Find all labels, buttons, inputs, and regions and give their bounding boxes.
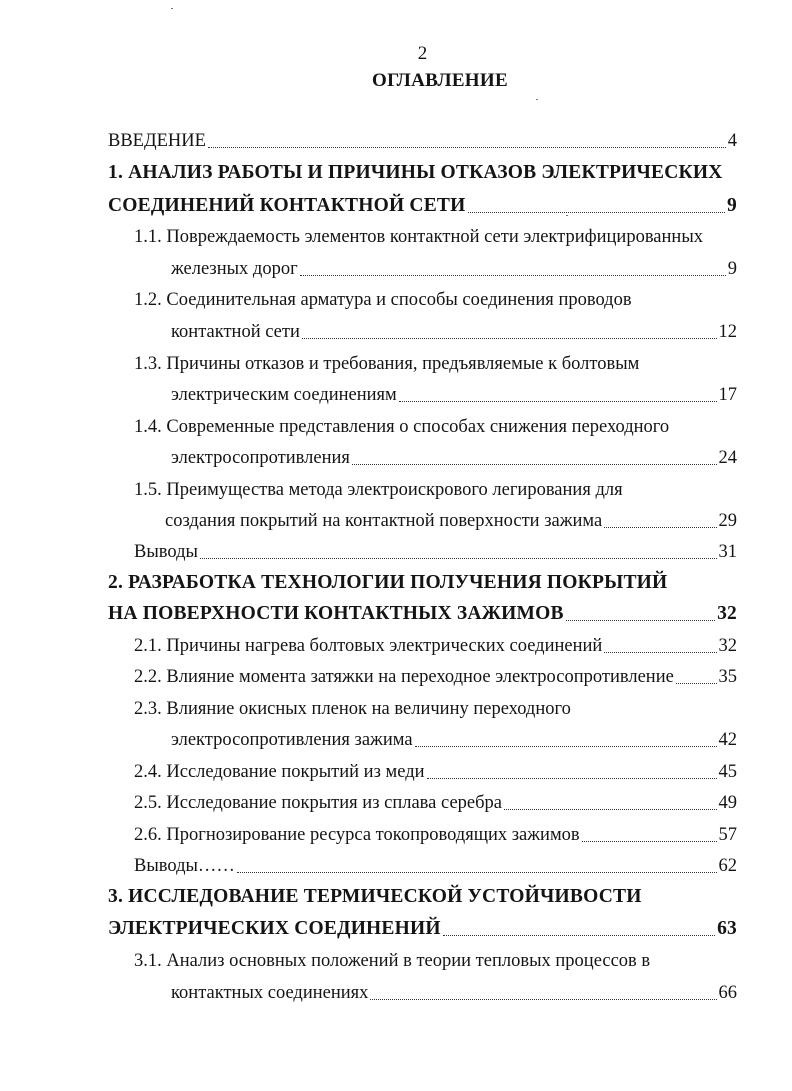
dot-leader [237, 858, 717, 873]
toc-heading[interactable] [108, 571, 667, 595]
toc-entry-text: Выводы [134, 542, 198, 562]
dot-leader [370, 985, 716, 1000]
toc-entry[interactable] [134, 791, 737, 815]
toc-title: ОГЛАВЛЕНИЕ [372, 70, 508, 91]
toc-entry-text: 2.1. Причины нагрева болтовых электрических соединений [134, 636, 603, 656]
toc-entry-text: 1.4. Современные представления о способах снижения переходного [134, 417, 670, 437]
toc-entry[interactable] [171, 446, 737, 470]
toc-entry-text: 2.5. Исследование покрытия из сплава серебра [134, 793, 502, 813]
toc-entry-text: 3. ИССЛЕДОВАНИЕ ТЕРМИЧЕСКОЙ УСТОЙЧИВОСТИ [108, 886, 642, 907]
toc-entry-page: 32 [717, 603, 737, 624]
toc-entry[interactable] [134, 478, 623, 502]
toc-entry[interactable] [134, 665, 737, 689]
dot-leader [208, 133, 726, 148]
toc-entry[interactable] [134, 854, 737, 878]
toc-entry[interactable] [134, 540, 737, 564]
toc-entry-text: 1.2. Соединительная арматура и способы соединения проводов [134, 290, 632, 310]
toc-heading[interactable] [108, 917, 737, 941]
toc-entry-page: 62 [718, 856, 737, 876]
toc-entry-page: 35 [718, 667, 737, 687]
toc-entry-page: 9 [727, 259, 737, 279]
toc-entry[interactable] [134, 415, 669, 439]
toc-heading[interactable] [108, 885, 642, 909]
toc-entry-text: 1.5. Преимущества метода электроискрового легирования для [134, 480, 623, 500]
dot-leader [468, 198, 726, 213]
dot-leader [415, 732, 717, 747]
toc-entry-page: 12 [718, 322, 737, 342]
dot-leader [300, 261, 726, 276]
scan-speck [536, 99, 538, 100]
toc-entry-text: электрическим соединениям [171, 385, 397, 405]
toc-entry[interactable] [171, 257, 737, 281]
toc-entry-page: 63 [717, 918, 737, 939]
dot-leader [200, 544, 717, 559]
dot-leader [582, 827, 717, 842]
dot-leader [399, 387, 717, 402]
toc-entry-text: контактной сети [171, 322, 300, 342]
toc-entry-page: 45 [718, 762, 737, 782]
toc-entry-page: 29 [718, 511, 737, 531]
toc-entry-text: 1. АНАЛИЗ РАБОТЫ И ПРИЧИНЫ ОТКАЗОВ ЭЛЕКТРИЧЕСКИХ [108, 162, 723, 183]
dot-leader [427, 764, 717, 779]
toc-entry-text: 2. РАЗРАБОТКА ТЕХНОЛОГИИ ПОЛУЧЕНИЯ ПОКРЫТИЙ [108, 572, 668, 593]
toc-entry-page: 17 [718, 385, 737, 405]
toc-entry-text: Выводы…… [134, 856, 235, 876]
toc-entry-page: 31 [718, 542, 737, 562]
toc-entry-text: электросопротивления зажима [171, 730, 413, 750]
dot-leader [504, 795, 717, 810]
toc-entry-page: 49 [718, 793, 737, 813]
toc-entry-text: электросопротивления [171, 448, 350, 468]
toc-entry-page: 32 [718, 636, 737, 656]
toc-entry-text: 1.1. Повреждаемость элементов контактной сети электрифицированных [134, 227, 704, 247]
toc-entry[interactable] [171, 728, 737, 752]
toc-entry[interactable] [171, 981, 737, 1005]
toc-entry[interactable] [134, 225, 703, 249]
toc-entry-page: 57 [718, 825, 737, 845]
toc-entry-page: 66 [718, 983, 737, 1003]
toc-entry-page: 42 [718, 730, 737, 750]
scan-speck [566, 215, 568, 216]
dot-leader [676, 669, 717, 684]
toc-entry[interactable] [134, 288, 632, 312]
toc-entry-text: ЭЛЕКТРИЧЕСКИХ СОЕДИНЕНИЙ [108, 918, 441, 939]
toc-entry-text: НА ПОВЕРХНОСТИ КОНТАКТНЫХ ЗАЖИМОВ [108, 603, 564, 624]
toc-entry[interactable] [165, 509, 737, 533]
dot-leader [604, 638, 716, 653]
toc-entry-text: 2.6. Прогнозирование ресурса токопроводящих зажимов [134, 825, 580, 845]
toc-entry[interactable] [134, 760, 737, 784]
toc-entry-page: 24 [718, 448, 737, 468]
toc-entry-text: создания покрытий на контактной поверхности зажима [165, 511, 603, 531]
toc-heading[interactable] [108, 194, 737, 218]
toc-entry-text: СОЕДИНЕНИЙ КОНТАКТНОЙ СЕТИ [108, 195, 466, 216]
toc-entry[interactable] [108, 129, 737, 153]
dot-leader [566, 606, 715, 621]
toc-entry[interactable] [171, 320, 737, 344]
toc-entry-text: 2.3. Влияние окисных пленок на величину переходного [134, 699, 571, 719]
toc-entry[interactable] [171, 383, 737, 407]
toc-entry-page: 4 [727, 131, 737, 151]
toc-entry-text: 2.4. Исследование покрытий из меди [134, 762, 425, 782]
toc-entry-text: 3.1. Анализ основных положений в теории тепловых процессов в [134, 951, 651, 971]
toc-heading[interactable] [108, 602, 737, 626]
toc-entry-text: ВВЕДЕНИЕ [108, 131, 206, 151]
toc-entry-text: контактных соединениях [171, 983, 369, 1003]
toc-entry[interactable] [134, 697, 571, 721]
dot-leader [443, 921, 715, 936]
toc-entry[interactable] [134, 634, 737, 658]
scan-speck [171, 8, 173, 9]
toc-entry[interactable] [134, 949, 650, 973]
toc-entry-text: железных дорог [171, 259, 298, 279]
toc-entry-text: 1.3. Причины отказов и требования, предъявляемые к болтовым [134, 354, 640, 374]
toc-entry[interactable] [134, 352, 639, 376]
toc-entry-page: 9 [727, 195, 737, 216]
dot-leader [302, 324, 717, 339]
dot-leader [352, 450, 717, 465]
toc-heading[interactable] [108, 161, 723, 185]
toc-entry-text: 2.2. Влияние момента затяжки на переходное электросопротивление [134, 667, 674, 687]
toc-entry[interactable] [134, 823, 737, 847]
page-number: 2 [417, 43, 428, 64]
dot-leader [604, 513, 716, 528]
